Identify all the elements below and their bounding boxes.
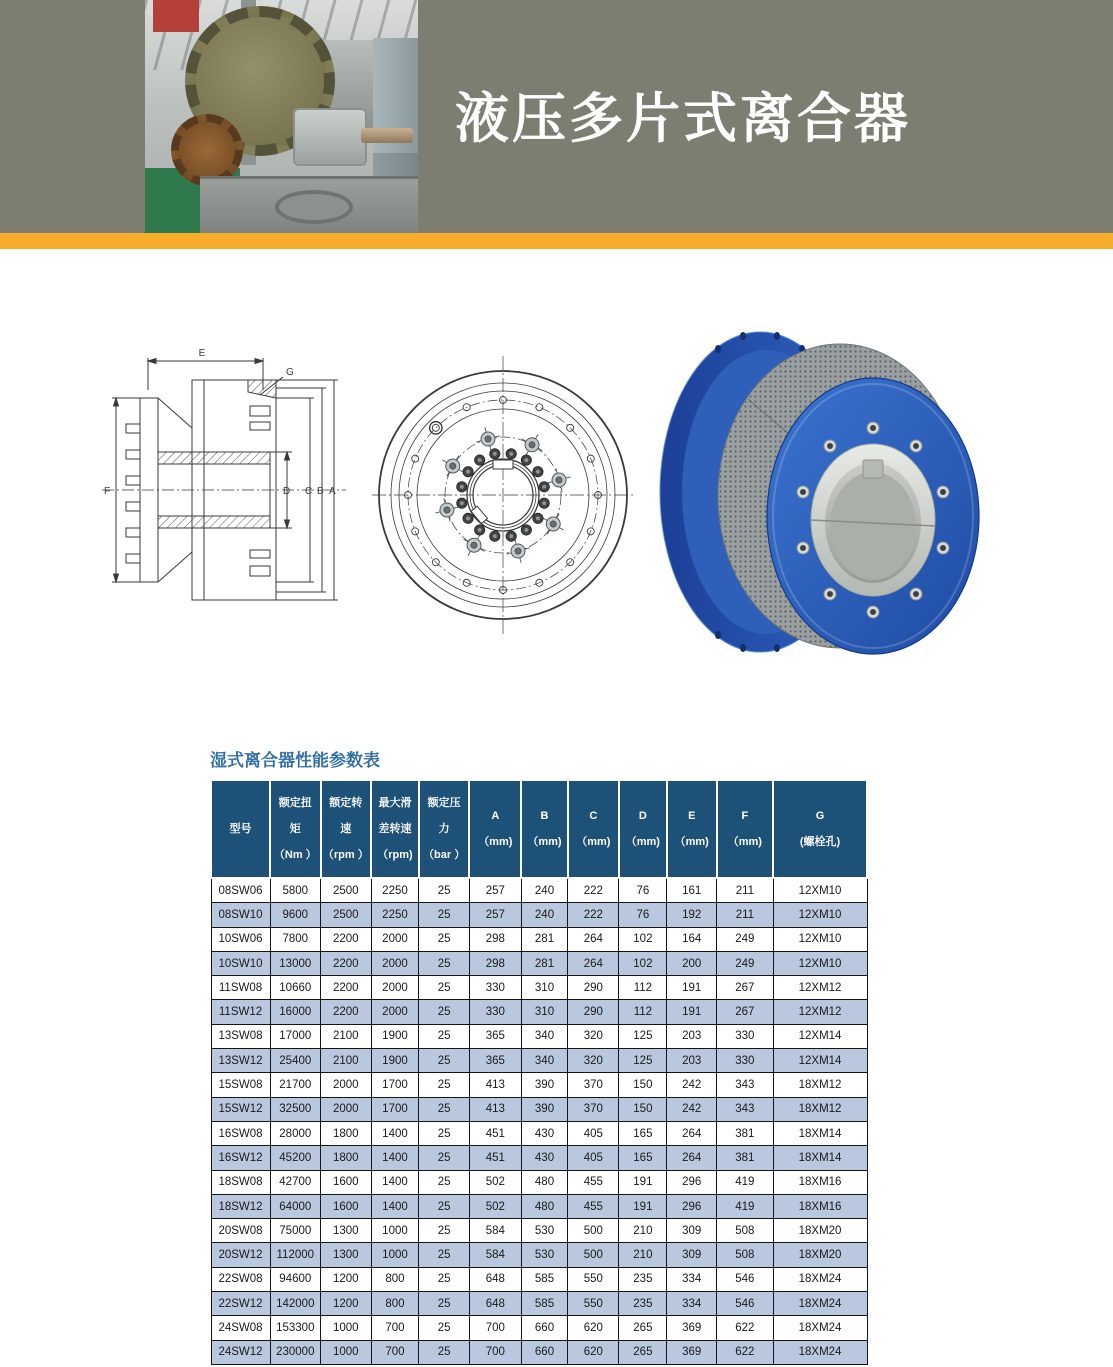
table-cell: 390 bbox=[521, 1073, 568, 1097]
dim-label-f: F bbox=[104, 486, 111, 497]
table-cell: 12XM10 bbox=[773, 878, 867, 903]
table-cell: 320 bbox=[568, 1024, 619, 1048]
table-cell: 310 bbox=[521, 976, 568, 1000]
column-header: 最大滑 差转速 （rpm) bbox=[371, 780, 419, 878]
table-row bbox=[211, 1121, 867, 1145]
column-header: G (螺栓孔) bbox=[773, 780, 867, 878]
table-cell: 1300 bbox=[321, 1243, 372, 1267]
table-cell: 584 bbox=[469, 1243, 521, 1267]
photo-crane-shape bbox=[153, 0, 199, 32]
table-cell: 18XM12 bbox=[773, 1097, 867, 1121]
table-cell: 25 bbox=[419, 1097, 470, 1121]
table-row bbox=[211, 1073, 867, 1097]
table-cell: 25 bbox=[419, 878, 470, 903]
table-cell: 1000 bbox=[371, 1243, 419, 1267]
table-cell: 13SW12 bbox=[211, 1049, 270, 1073]
table-cell: 800 bbox=[371, 1292, 419, 1316]
table-cell: 22SW08 bbox=[211, 1267, 270, 1291]
column-header: E （mm) bbox=[667, 780, 717, 878]
table-cell: 203 bbox=[667, 1049, 717, 1073]
table-cell: 265 bbox=[619, 1316, 667, 1340]
table-row bbox=[211, 1170, 867, 1194]
table-cell: 25 bbox=[419, 1267, 470, 1291]
dim-label-e: E bbox=[198, 348, 206, 359]
table-cell: 502 bbox=[469, 1194, 521, 1218]
table-cell: 370 bbox=[568, 1097, 619, 1121]
table-cell: 430 bbox=[521, 1146, 568, 1170]
table-cell: 500 bbox=[568, 1219, 619, 1243]
table-cell: 530 bbox=[521, 1243, 568, 1267]
table-cell: 381 bbox=[717, 1146, 773, 1170]
table-row bbox=[211, 1292, 867, 1316]
table-cell: 25 bbox=[419, 1024, 470, 1048]
table-cell: 18XM14 bbox=[773, 1121, 867, 1145]
table-cell: 20SW08 bbox=[211, 1219, 270, 1243]
table-cell: 2000 bbox=[321, 1073, 372, 1097]
table-row bbox=[211, 951, 867, 975]
table-cell: 1400 bbox=[371, 1121, 419, 1145]
page-title: 液压多片式离合器 bbox=[455, 89, 911, 149]
table-cell: 75000 bbox=[270, 1219, 321, 1243]
table-cell: 405 bbox=[568, 1146, 619, 1170]
table-cell: 508 bbox=[717, 1219, 773, 1243]
table-row bbox=[211, 878, 867, 903]
table-cell: 430 bbox=[521, 1121, 568, 1145]
table-cell: 12XM10 bbox=[773, 903, 867, 927]
table-row bbox=[211, 903, 867, 927]
dim-label-g: G bbox=[286, 367, 294, 378]
table-cell: 64000 bbox=[270, 1194, 321, 1218]
table-cell: 264 bbox=[667, 1121, 717, 1145]
table-cell: 222 bbox=[568, 878, 619, 903]
table-row bbox=[211, 976, 867, 1000]
table-cell: 11SW12 bbox=[211, 1000, 270, 1024]
table-cell: 622 bbox=[717, 1340, 773, 1364]
table-cell: 648 bbox=[469, 1292, 521, 1316]
dim-label-b: B bbox=[317, 486, 324, 497]
table-cell: 7800 bbox=[270, 927, 321, 951]
table-cell: 222 bbox=[568, 903, 619, 927]
table-cell: 1200 bbox=[321, 1292, 372, 1316]
table-cell: 2200 bbox=[321, 1000, 372, 1024]
table-row bbox=[211, 1219, 867, 1243]
table-cell: 125 bbox=[619, 1049, 667, 1073]
table-cell: 340 bbox=[521, 1024, 568, 1048]
table-cell: 12XM10 bbox=[773, 951, 867, 975]
dim-label-a: A bbox=[329, 486, 336, 497]
table-cell: 480 bbox=[521, 1194, 568, 1218]
table-cell: 102 bbox=[619, 927, 667, 951]
table-cell: 235 bbox=[619, 1267, 667, 1291]
table-cell: 191 bbox=[667, 976, 717, 1000]
table-cell: 290 bbox=[568, 976, 619, 1000]
table-cell: 42700 bbox=[270, 1170, 321, 1194]
table-cell: 660 bbox=[521, 1316, 568, 1340]
table-cell: 700 bbox=[469, 1340, 521, 1364]
table-cell: 343 bbox=[717, 1073, 773, 1097]
table-cell: 11SW08 bbox=[211, 976, 270, 1000]
table-cell: 330 bbox=[717, 1049, 773, 1073]
table-cell: 546 bbox=[717, 1267, 773, 1291]
table-cell: 25 bbox=[419, 1000, 470, 1024]
table-cell: 413 bbox=[469, 1073, 521, 1097]
table-row bbox=[211, 1243, 867, 1267]
column-header: A （mm) bbox=[469, 780, 521, 878]
table-cell: 281 bbox=[521, 927, 568, 951]
table-cell: 18XM20 bbox=[773, 1243, 867, 1267]
table-cell: 2200 bbox=[321, 927, 372, 951]
table-cell: 1400 bbox=[371, 1146, 419, 1170]
table-cell: 1000 bbox=[321, 1340, 372, 1364]
dim-label-c: C bbox=[305, 486, 313, 497]
table-cell: 620 bbox=[568, 1316, 619, 1340]
table-cell: 2000 bbox=[371, 951, 419, 975]
column-header: F （mm) bbox=[717, 780, 773, 878]
table-cell: 18XM24 bbox=[773, 1292, 867, 1316]
table-cell: 413 bbox=[469, 1097, 521, 1121]
table-cell: 125 bbox=[619, 1024, 667, 1048]
table-cell: 112 bbox=[619, 1000, 667, 1024]
table-cell: 1000 bbox=[321, 1316, 372, 1340]
table-cell: 1300 bbox=[321, 1219, 372, 1243]
table-cell: 191 bbox=[619, 1194, 667, 1218]
table-cell: 1900 bbox=[371, 1024, 419, 1048]
table-cell: 112000 bbox=[270, 1243, 321, 1267]
table-cell: 45200 bbox=[270, 1146, 321, 1170]
column-header: 额定扭 矩 （Nm ） bbox=[270, 780, 321, 878]
table-cell: 102 bbox=[619, 951, 667, 975]
table-cell: 1000 bbox=[371, 1219, 419, 1243]
table-cell: 550 bbox=[568, 1267, 619, 1291]
table-cell: 419 bbox=[717, 1194, 773, 1218]
table-cell: 585 bbox=[521, 1292, 568, 1316]
table-cell: 21700 bbox=[270, 1073, 321, 1097]
table-cell: 211 bbox=[717, 878, 773, 903]
table-cell: 9600 bbox=[270, 903, 321, 927]
table-cell: 76 bbox=[619, 903, 667, 927]
table-cell: 16SW08 bbox=[211, 1121, 270, 1145]
table-cell: 264 bbox=[568, 951, 619, 975]
table-body bbox=[211, 878, 867, 1364]
table-cell: 12XM12 bbox=[773, 976, 867, 1000]
table-cell: 257 bbox=[469, 878, 521, 903]
table-cell: 405 bbox=[568, 1121, 619, 1145]
table-row bbox=[211, 1097, 867, 1121]
table-cell: 94600 bbox=[270, 1267, 321, 1291]
table-cell: 264 bbox=[568, 927, 619, 951]
table-cell: 369 bbox=[667, 1340, 717, 1364]
table-cell: 1800 bbox=[321, 1121, 372, 1145]
table-cell: 25 bbox=[419, 951, 470, 975]
table-cell: 25 bbox=[419, 1049, 470, 1073]
table-row bbox=[211, 1194, 867, 1218]
table-cell: 22SW12 bbox=[211, 1292, 270, 1316]
table-cell: 17000 bbox=[270, 1024, 321, 1048]
table-cell: 330 bbox=[469, 1000, 521, 1024]
table-cell: 508 bbox=[717, 1243, 773, 1267]
table-cell: 16SW12 bbox=[211, 1146, 270, 1170]
table-cell: 13SW08 bbox=[211, 1024, 270, 1048]
table-cell: 13000 bbox=[270, 951, 321, 975]
table-cell: 369 bbox=[667, 1316, 717, 1340]
table-cell: 281 bbox=[521, 951, 568, 975]
table-cell: 455 bbox=[568, 1170, 619, 1194]
table-cell: 161 bbox=[667, 878, 717, 903]
table-cell: 18XM14 bbox=[773, 1146, 867, 1170]
table-cell: 381 bbox=[717, 1121, 773, 1145]
table-cell: 192 bbox=[667, 903, 717, 927]
table-cell: 153300 bbox=[270, 1316, 321, 1340]
table-cell: 25 bbox=[419, 1340, 470, 1364]
table-cell: 08SW06 bbox=[211, 878, 270, 903]
table-cell: 25 bbox=[419, 1121, 470, 1145]
table-cell: 1400 bbox=[371, 1194, 419, 1218]
table-cell: 12XM14 bbox=[773, 1024, 867, 1048]
table-cell: 330 bbox=[717, 1024, 773, 1048]
table-cell: 2000 bbox=[321, 1097, 372, 1121]
table-cell: 343 bbox=[717, 1097, 773, 1121]
table-cell: 700 bbox=[469, 1316, 521, 1340]
table-cell: 18XM16 bbox=[773, 1194, 867, 1218]
table-cell: 15SW12 bbox=[211, 1097, 270, 1121]
table-cell: 235 bbox=[619, 1292, 667, 1316]
table-cell: 28000 bbox=[270, 1121, 321, 1145]
table-cell: 320 bbox=[568, 1049, 619, 1073]
table-cell: 10SW06 bbox=[211, 927, 270, 951]
column-header: D （mm) bbox=[619, 780, 667, 878]
table-cell: 648 bbox=[469, 1267, 521, 1291]
table-cell: 240 bbox=[521, 903, 568, 927]
table-cell: 584 bbox=[469, 1219, 521, 1243]
table-cell: 5800 bbox=[270, 878, 321, 903]
table-cell: 502 bbox=[469, 1170, 521, 1194]
table-cell: 2200 bbox=[321, 951, 372, 975]
table-cell: 25 bbox=[419, 927, 470, 951]
table-cell: 370 bbox=[568, 1073, 619, 1097]
product-photo bbox=[145, 0, 418, 233]
table-cell: 264 bbox=[667, 1146, 717, 1170]
table-row bbox=[211, 1316, 867, 1340]
table-cell: 191 bbox=[667, 1000, 717, 1024]
table-cell: 700 bbox=[371, 1340, 419, 1364]
table-cell: 25 bbox=[419, 1292, 470, 1316]
table-cell: 1600 bbox=[321, 1194, 372, 1218]
table-cell: 546 bbox=[717, 1292, 773, 1316]
table-cell: 451 bbox=[469, 1146, 521, 1170]
parameters-table bbox=[210, 779, 868, 1365]
table-cell: 18XM20 bbox=[773, 1219, 867, 1243]
table-cell: 298 bbox=[469, 927, 521, 951]
table-row bbox=[211, 1267, 867, 1291]
table-cell: 330 bbox=[469, 976, 521, 1000]
table-cell: 18XM24 bbox=[773, 1340, 867, 1364]
table-cell: 25 bbox=[419, 1316, 470, 1340]
dim-label-d: D bbox=[283, 486, 291, 497]
table-cell: 334 bbox=[667, 1267, 717, 1291]
table-cell: 550 bbox=[568, 1292, 619, 1316]
table-cell: 2250 bbox=[371, 878, 419, 903]
table-row bbox=[211, 1340, 867, 1364]
table-cell: 257 bbox=[469, 903, 521, 927]
table-cell: 12XM12 bbox=[773, 1000, 867, 1024]
product-3d-render bbox=[648, 324, 983, 672]
table-cell: 240 bbox=[521, 878, 568, 903]
table-cell: 25 bbox=[419, 1170, 470, 1194]
table-header-row bbox=[211, 780, 867, 878]
table-cell: 622 bbox=[717, 1316, 773, 1340]
table-cell: 2500 bbox=[321, 878, 372, 903]
table-cell: 2100 bbox=[321, 1024, 372, 1048]
table-cell: 500 bbox=[568, 1243, 619, 1267]
table-cell: 1800 bbox=[321, 1146, 372, 1170]
table-cell: 2000 bbox=[371, 976, 419, 1000]
photo-manhole-shape bbox=[275, 190, 353, 224]
column-header: 额定转 速 （rpm ） bbox=[321, 780, 372, 878]
column-header: C （mm) bbox=[568, 780, 619, 878]
table-cell: 20SW12 bbox=[211, 1243, 270, 1267]
table-cell: 25 bbox=[419, 1073, 470, 1097]
table-cell: 18XM24 bbox=[773, 1316, 867, 1340]
table-cell: 242 bbox=[667, 1073, 717, 1097]
table-cell: 142000 bbox=[270, 1292, 321, 1316]
photo-shaft-shape bbox=[361, 128, 413, 143]
accent-stripe bbox=[0, 233, 1113, 249]
table-cell: 267 bbox=[717, 1000, 773, 1024]
table-cell: 165 bbox=[619, 1121, 667, 1145]
table-cell: 32500 bbox=[270, 1097, 321, 1121]
table-cell: 210 bbox=[619, 1219, 667, 1243]
table-row bbox=[211, 1049, 867, 1073]
table-cell: 150 bbox=[619, 1073, 667, 1097]
table-cell: 1400 bbox=[371, 1170, 419, 1194]
column-header: 额定压 力 （bar ） bbox=[419, 780, 470, 878]
table-cell: 265 bbox=[619, 1340, 667, 1364]
table-cell: 25 bbox=[419, 976, 470, 1000]
table-cell: 76 bbox=[619, 878, 667, 903]
table-cell: 200 bbox=[667, 951, 717, 975]
table-cell: 2250 bbox=[371, 903, 419, 927]
table-cell: 660 bbox=[521, 1340, 568, 1364]
table-cell: 419 bbox=[717, 1170, 773, 1194]
table-cell: 18XM12 bbox=[773, 1073, 867, 1097]
table-cell: 25 bbox=[419, 1219, 470, 1243]
table-cell: 451 bbox=[469, 1121, 521, 1145]
table-cell: 2000 bbox=[371, 1000, 419, 1024]
table-cell: 18XM24 bbox=[773, 1267, 867, 1291]
table-cell: 18SW08 bbox=[211, 1170, 270, 1194]
table-cell: 455 bbox=[568, 1194, 619, 1218]
table-cell: 210 bbox=[619, 1243, 667, 1267]
photo-clutch-shape bbox=[293, 108, 367, 166]
front-view-drawing bbox=[372, 356, 634, 634]
table-row bbox=[211, 927, 867, 951]
table-cell: 16000 bbox=[270, 1000, 321, 1024]
column-header: B （mm) bbox=[521, 780, 568, 878]
table-cell: 585 bbox=[521, 1267, 568, 1291]
table-cell: 1700 bbox=[371, 1097, 419, 1121]
table-cell: 1600 bbox=[321, 1170, 372, 1194]
cross-section-drawing bbox=[100, 340, 350, 640]
table-cell: 390 bbox=[521, 1097, 568, 1121]
table-cell: 620 bbox=[568, 1340, 619, 1364]
table-cell: 530 bbox=[521, 1219, 568, 1243]
header-banner bbox=[0, 0, 1113, 233]
table-cell: 2500 bbox=[321, 903, 372, 927]
table-cell: 230000 bbox=[270, 1340, 321, 1364]
table-cell: 10660 bbox=[270, 976, 321, 1000]
table-cell: 165 bbox=[619, 1146, 667, 1170]
table-cell: 1900 bbox=[371, 1049, 419, 1073]
table-cell: 25 bbox=[419, 903, 470, 927]
table-row bbox=[211, 1146, 867, 1170]
table-cell: 2100 bbox=[321, 1049, 372, 1073]
table-cell: 2200 bbox=[321, 976, 372, 1000]
table-cell: 334 bbox=[667, 1292, 717, 1316]
table-cell: 24SW12 bbox=[211, 1340, 270, 1364]
column-header: 型号 bbox=[211, 780, 270, 878]
table-cell: 340 bbox=[521, 1049, 568, 1073]
table-cell: 112 bbox=[619, 976, 667, 1000]
table-cell: 296 bbox=[667, 1194, 717, 1218]
table-cell: 365 bbox=[469, 1049, 521, 1073]
table-row bbox=[211, 1000, 867, 1024]
table-cell: 309 bbox=[667, 1243, 717, 1267]
table-cell: 310 bbox=[521, 1000, 568, 1024]
table-cell: 10SW10 bbox=[211, 951, 270, 975]
table-cell: 800 bbox=[371, 1267, 419, 1291]
table-cell: 25400 bbox=[270, 1049, 321, 1073]
table-cell: 203 bbox=[667, 1024, 717, 1048]
table-cell: 150 bbox=[619, 1097, 667, 1121]
table-cell: 191 bbox=[619, 1170, 667, 1194]
table-cell: 365 bbox=[469, 1024, 521, 1048]
table-cell: 1700 bbox=[371, 1073, 419, 1097]
table-cell: 267 bbox=[717, 976, 773, 1000]
table-cell: 08SW10 bbox=[211, 903, 270, 927]
table-cell: 18SW12 bbox=[211, 1194, 270, 1218]
table-cell: 298 bbox=[469, 951, 521, 975]
table-cell: 25 bbox=[419, 1146, 470, 1170]
table-cell: 18XM16 bbox=[773, 1170, 867, 1194]
table-cell: 309 bbox=[667, 1219, 717, 1243]
table-cell: 700 bbox=[371, 1316, 419, 1340]
table-cell: 1200 bbox=[321, 1267, 372, 1291]
table-cell: 12XM10 bbox=[773, 927, 867, 951]
table-cell: 249 bbox=[717, 927, 773, 951]
table-caption: 湿式离合器性能参数表 bbox=[210, 751, 380, 770]
table-cell: 480 bbox=[521, 1170, 568, 1194]
table-cell: 249 bbox=[717, 951, 773, 975]
table-cell: 242 bbox=[667, 1097, 717, 1121]
table-cell: 211 bbox=[717, 903, 773, 927]
table-cell: 296 bbox=[667, 1170, 717, 1194]
table-cell: 164 bbox=[667, 927, 717, 951]
table-cell: 25 bbox=[419, 1194, 470, 1218]
table-cell: 290 bbox=[568, 1000, 619, 1024]
table-cell: 15SW08 bbox=[211, 1073, 270, 1097]
table-cell: 24SW08 bbox=[211, 1316, 270, 1340]
table-row bbox=[211, 1024, 867, 1048]
table-cell: 12XM14 bbox=[773, 1049, 867, 1073]
table-cell: 2000 bbox=[371, 927, 419, 951]
table-cell: 25 bbox=[419, 1243, 470, 1267]
